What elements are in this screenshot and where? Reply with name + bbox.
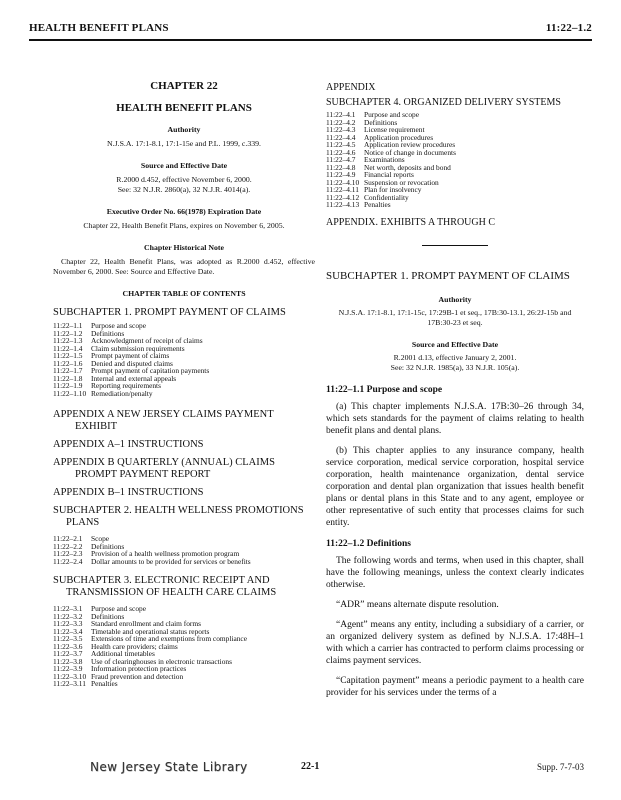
header-title: HEALTH BENEFIT PLANS	[29, 22, 169, 34]
sub1-source-line-2: See: 32 N.J.R. 1985(a), 33 N.J.R. 105(a).	[390, 362, 520, 372]
section-1-1-paragraph-a: (a) This chapter implements N.J.S.A. 17B:30–26 through 34, which sets standards for the payment of claims relating to health benefit plans and dental plans.	[326, 401, 584, 436]
toc-item: 11:22–1.7 Prompt payment of capitation payments	[53, 366, 210, 375]
sub1-source-line-1: R.2001 d.13, effective January 2, 2001.	[393, 352, 517, 362]
authority-label: Authority	[167, 125, 201, 134]
toc-appendix: APPENDIX	[326, 82, 376, 93]
toc-item: 11:22–3.6 Health care providers; claims	[53, 641, 178, 651]
header-rule	[29, 39, 592, 41]
running-header	[29, 22, 592, 38]
definition-agent: “Agent” means any entity, including a subsidiary of a carrier, or an organized delivery system as defined by N.J.S.A. 17:48H–1 with which a carrier has contracted to perform claims processing or claims payment services.	[326, 619, 584, 666]
toc-item: 11:22–4.4 Application procedures	[326, 132, 434, 142]
toc-item: 11:22–1.5 Prompt payment of claims	[53, 351, 170, 360]
executive-order-text: Chapter 22, Health Benefit Plans, expires on November 6, 2005.	[83, 221, 285, 230]
toc-item: 11:22–4.10 Suspension or revocation	[326, 177, 439, 187]
toc-item: 11:22–4.11 Plan for insolvency	[326, 185, 422, 194]
subchapter-1-heading: SUBCHAPTER 1. PROMPT PAYMENT OF CLAIMS	[326, 269, 570, 282]
toc-item: 11:22–4.12 Confidentiality	[326, 192, 409, 202]
toc-appendix-a1: APPENDIX A–1 INSTRUCTIONS	[53, 439, 204, 450]
toc-item: 11:22–1.2 Definitions	[53, 328, 125, 338]
toc-appendix-b: APPENDIX B QUARTERLY (ANNUAL) CLAIMS PROMPT PAYMENT REPORT	[53, 457, 275, 480]
page-number: 22-1	[301, 761, 320, 772]
toc-item: 11:22–4.5 Application review procedures	[326, 140, 456, 149]
toc-item: 11:22–2.1 Scope	[53, 534, 110, 543]
toc-appendix-a: APPENDIX A NEW JERSEY CLAIMS PAYMENT EXHIBIT	[53, 409, 274, 432]
toc-subchapter-2-list	[53, 535, 315, 565]
toc-label: CHAPTER TABLE OF CONTENTS	[122, 289, 246, 298]
library-watermark: New Jersey State Library	[90, 760, 248, 774]
toc-item: 11:22–3.7 Additional timetables	[53, 649, 155, 658]
sub1-authority-label: Authority	[438, 294, 472, 304]
toc-subchapter-1-list	[53, 322, 315, 397]
toc-subchapter-1-title: SUBCHAPTER 1. PROMPT PAYMENT OF CLAIMS	[53, 307, 286, 318]
section-1-1-paragraph-b: (b) This chapter applies to any insurance company, health service corporation, medical service corporation, hospital service corporation, health maintenance organization, dental service corporation and dental plan organization that issues health benefit plans or dental plans in this State and to any agent, employee or other representative of such entity that processes claims for such entity.	[326, 445, 584, 528]
toc-item: 11:22–3.8 Use of clearinghouses in electronic transactions	[53, 656, 232, 666]
toc-item: 11:22–3.4 Timetable and operational status reports	[53, 626, 210, 636]
historical-note-text: Chapter 22, Health Benefit Plans, was adopted as R.2000 d.452, effective November 6, 2000. See: Source and Effective Date.	[53, 257, 315, 276]
supplement-date: Supp. 7-7-03	[537, 762, 584, 772]
left-column	[53, 80, 315, 688]
toc-item: 11:22–3.5 Extensions of time and exemptions from compliance	[53, 634, 247, 643]
section-1-1-heading: 11:22–1.1 Purpose and scope	[326, 384, 443, 395]
toc-item: 11:22–4.9 Financial reports	[326, 170, 414, 179]
section-1-2-intro: The following words and terms, when used in this chapter, shall have the following meanings, unless the context clearly indicates otherwise.	[326, 555, 584, 590]
toc-item: 11:22–1.6 Denied and disputed claims	[53, 358, 173, 368]
source-line-1: R.2000 d.452, effective November 6, 2000.	[116, 175, 252, 184]
toc-item: 11:22–3.10 Fraud prevention and detection	[53, 671, 184, 681]
toc-item: 11:22–4.2 Definitions	[326, 117, 398, 127]
definition-capitation-payment: “Capitation payment” means a periodic payment to a health care provider for his services under the terms of a	[326, 675, 584, 698]
toc-item: 11:22–4.13 Penalties	[326, 200, 391, 209]
executive-order-label: Executive Order No. 66(1978) Expiration Date	[106, 207, 262, 216]
authority-text: N.J.S.A. 17:1-8.1, 17:1-15e and P.L. 1999, c.339.	[107, 139, 261, 148]
toc-item: 11:22–1.8 Internal and external appeals	[53, 373, 177, 383]
toc-subchapter-3-list	[53, 605, 315, 688]
toc-item: 11:22–1.4 Claim submission requirements	[53, 343, 185, 353]
toc-appendix-b1: APPENDIX B–1 INSTRUCTIONS	[53, 487, 204, 498]
right-column	[326, 82, 584, 699]
toc-subchapter-4-list	[326, 111, 584, 209]
source-label: Source and Effective Date	[140, 161, 228, 170]
header-section-number: 11:22–1.2	[545, 22, 592, 34]
toc-item: 11:22–1.10 Remediation/penalty	[53, 388, 153, 398]
sub1-source-label: Source and Effective Date	[411, 339, 499, 349]
page-footer	[0, 760, 621, 776]
toc-subchapter-3-title: SUBCHAPTER 3. ELECTRONIC RECEIPT AND TRANSMISSION OF HEALTH CARE CLAIMS	[53, 575, 277, 598]
chapter-number: CHAPTER 22	[150, 80, 218, 92]
toc-item: 11:22–3.2 Definitions	[53, 611, 125, 621]
chapter-title: HEALTH BENEFIT PLANS	[116, 102, 252, 114]
toc-item: 11:22–4.3 License requirement	[326, 125, 425, 134]
toc-subchapter-2-title: SUBCHAPTER 2. HEALTH WELLNESS PROMOTIONS PLANS	[53, 505, 304, 528]
definition-adr: “ADR” means alternate dispute resolution.	[336, 599, 499, 610]
toc-item: 11:22–1.1 Purpose and scope	[53, 321, 147, 330]
toc-item: 11:22–3.3 Standard enrollment and claim forms	[53, 619, 202, 628]
toc-item: 11:22–4.8 Net worth, deposits and bond	[326, 162, 451, 172]
toc-item: 11:22–1.9 Reporting requirements	[53, 381, 161, 390]
toc-item: 11:22–1.3 Acknowledgment of receipt of claims	[53, 336, 203, 345]
toc-item: 11:22–3.1 Purpose and scope	[53, 604, 147, 613]
toc-item: 11:22–2.2 Definitions	[53, 541, 125, 551]
sub1-authority-text: N.J.S.A. 17:1-8.1, 17:1-15c, 17:29B-1 et seq., 17B:30-13.1, 26:2J-15b and 17B:30-23 et seq.	[338, 307, 572, 327]
toc-item: 11:22–3.9 Information protection practices	[53, 664, 187, 673]
toc-item: 11:22–4.7 Examinations	[326, 155, 405, 164]
toc-item: 11:22–4.6 Notice of change in documents	[326, 147, 456, 157]
toc-item: 11:22–2.4 Dollar amounts to be provided for services or benefits	[53, 556, 251, 566]
historical-note-label: Chapter Historical Note	[144, 243, 224, 252]
toc-subchapter-4-title: SUBCHAPTER 4. ORGANIZED DELIVERY SYSTEMS	[326, 97, 561, 108]
toc-item: 11:22–2.3 Provision of a health wellness promotion program	[53, 549, 240, 558]
section-1-2-heading: 11:22–1.2 Definitions	[326, 538, 411, 549]
toc-appendix-exhibits: APPENDIX. EXHIBITS A THROUGH C	[326, 216, 495, 228]
source-line-2: See: 32 N.J.R. 2860(a), 32 N.J.R. 4014(a).	[117, 185, 251, 194]
toc-item: 11:22–4.1 Purpose and scope	[326, 110, 420, 119]
toc-item: 11:22–3.11 Penalties	[53, 679, 118, 688]
